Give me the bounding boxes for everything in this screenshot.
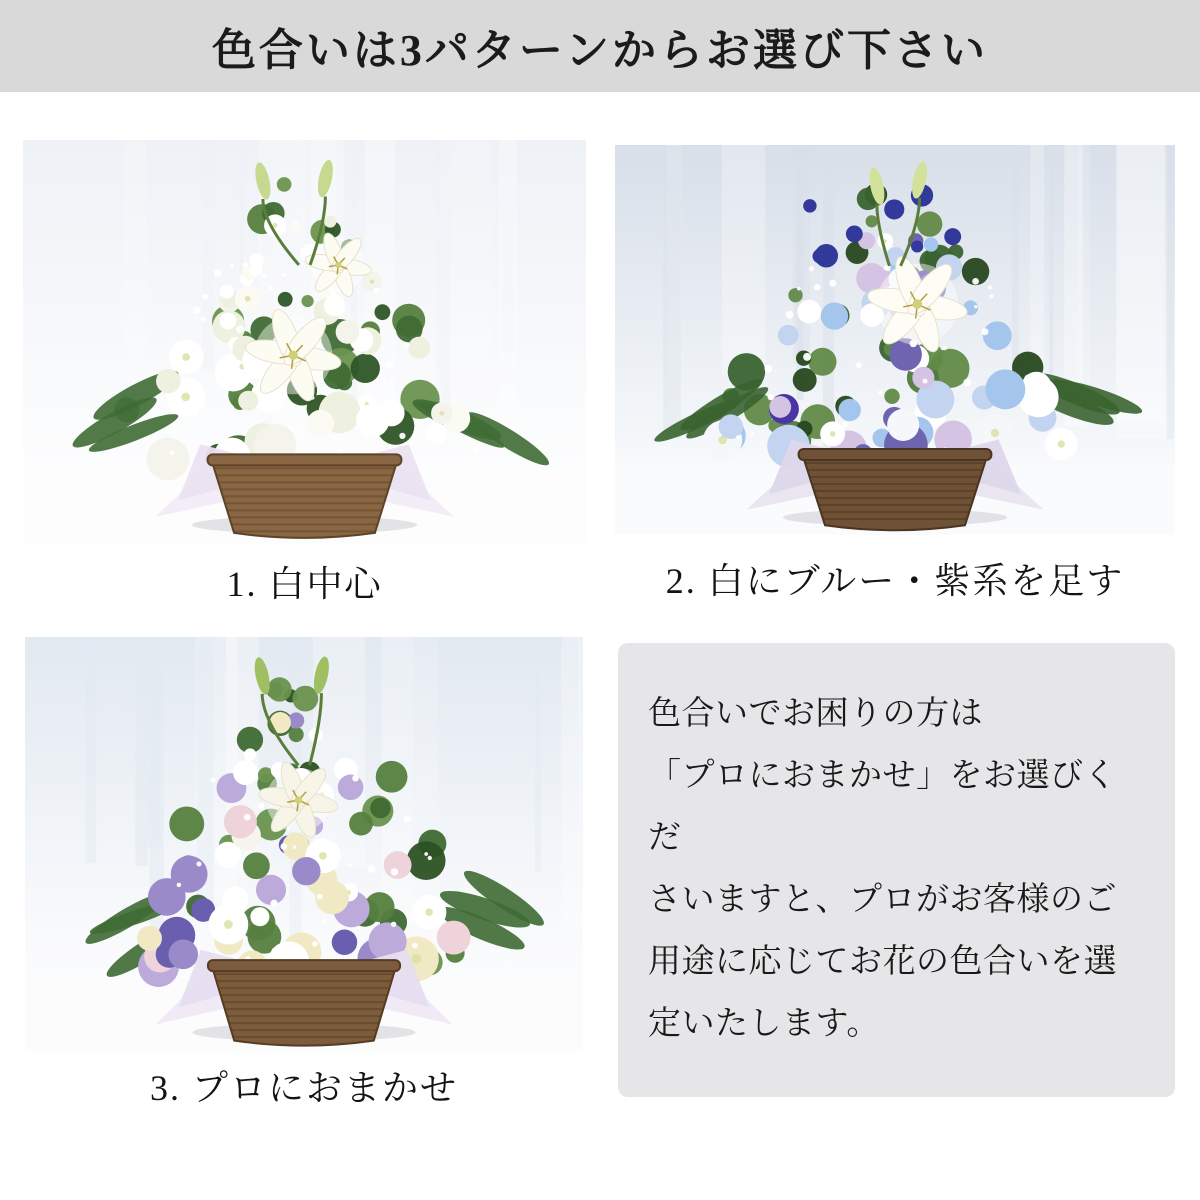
option-1-photo [23, 140, 586, 543]
info-box [618, 643, 1175, 1097]
option-2-caption: 2. 白にブルー・紫系を足す [665, 561, 1125, 601]
pro-choice-arrangement-image [25, 637, 583, 1051]
option-1-caption: 1. 白中心 [226, 564, 383, 604]
blue-purple-arrangement-image [615, 145, 1175, 535]
info-text-line-3: さいますと、プロがお客様のご [648, 882, 1117, 918]
white-arrangement-image [23, 140, 586, 543]
option-3-caption: 3. プロにおまかせ [149, 1068, 458, 1108]
info-text-line-4: 用途に応じてお花の色合いを選 [648, 944, 1117, 980]
info-text-line-1: 色合いでお困りの方は [648, 696, 983, 732]
header-banner [0, 0, 1200, 92]
option-3-photo [25, 637, 583, 1051]
info-text-line-5: 定いたします。 [648, 1006, 880, 1042]
info-text-line-2: 「プロにおまかせ」をお選びくだ [648, 758, 1117, 856]
option-2-photo [615, 145, 1175, 535]
page-title: 色合いは3パターンからお選び下さい [211, 26, 989, 75]
